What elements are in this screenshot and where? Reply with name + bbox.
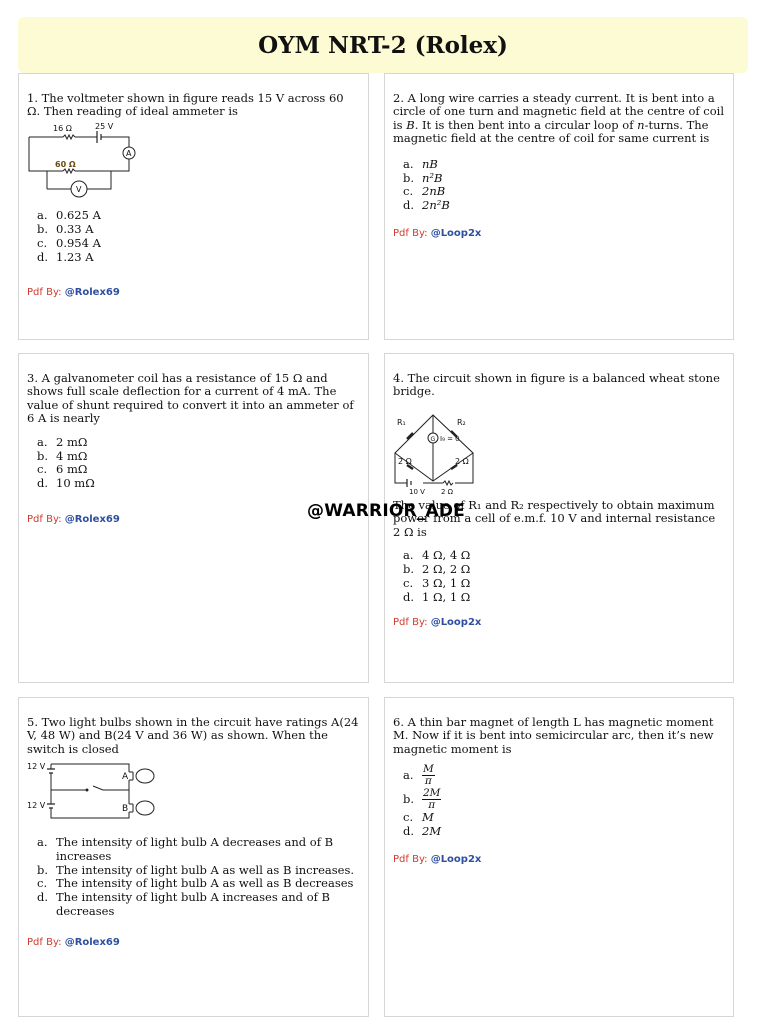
voltmeter-ammeter-circuit-figure [27,123,147,203]
option-d[interactable]: d. 1.23 A [37,249,94,264]
question-card-2 [384,73,734,340]
option-c[interactable]: c. M [403,810,434,825]
option-b[interactable]: b. The intensity of light bulb A as well as B increases. [37,862,355,877]
options-list [27,436,360,491]
fig5-bulb-b-label: B [122,804,129,815]
option-b[interactable]: b. 0.33 A [37,221,94,236]
question-card-1 [18,73,369,340]
question-3-text: 3. A galvanometer coil has a resistance of 15 Ω and shows full scale deflection for a current of 4 mA. The value of shunt required to convert it into an ammeter of 6 A is nearly [27,371,354,426]
question-4-text-2: The value of R₁ and R₂ respectively to obtain maximum power from a cell of e.m.f. 10 V and internal resistance 2 Ω is [393,497,716,539]
page-title: OYM NRT-2 (Rolex) [258,31,508,59]
fig5-v2-label: 12 V [27,801,46,811]
option-d[interactable]: d. 2n²B [403,198,450,213]
fig5-bulb-a-label: A [122,772,129,783]
question-4-text: 4. The circuit shown in figure is a balanced wheat stone bridge. [393,371,720,399]
fig4-galv-label: G [430,435,436,443]
question-card-6 [384,697,734,1017]
option-b[interactable]: b. n²B [403,170,443,185]
question-1-text: 1. The voltmeter shown in figure reads 15 V across 60 Ω. Then reading of ideal ammeter is [27,91,344,119]
fig1-emf-label: 25 V [95,122,114,131]
credit-handle-link[interactable]: @Loop2x [430,617,482,629]
option-a[interactable]: a. $\frac{M}{\pi}$ [403,763,434,788]
question-card-5 [18,697,369,1017]
fig1-voltmeter-label: V [76,184,82,194]
watermark: @WARRIOR_ADE [307,501,465,521]
option-b[interactable]: b. 2 Ω, 2 Ω [403,561,471,576]
option-c[interactable]: c. 0.954 A [37,235,101,250]
option-d[interactable]: d. The intensity of light bulb A increases and of B decreases [37,890,330,918]
credit-handle-link[interactable]: @Rolex69 [64,286,120,298]
option-a[interactable]: a. The intensity of light bulb A decreases and of B increases [37,835,334,863]
fig4-ig-label: I₉ = 0 [440,434,460,443]
option-b[interactable]: b. $\frac{2M}{\pi}$ [403,786,441,811]
fig4-right-r-label: 2 Ω [455,456,469,466]
option-b[interactable]: b. 4 mΩ [37,448,88,463]
credit: Pdf By: @Rolex69 [27,937,120,949]
question-2-text: 2. A long wire carries a steady current. It is bent into a circle of one turn and magnetic field at the centre of coil is B. It is then bent into a circular loop of n-turns. The magnetic field at the centre of coil for same current is [393,91,725,146]
fig4-internal-label: 2 Ω [441,487,454,495]
two-bulbs-circuit-figure [27,760,167,826]
option-d[interactable]: d. 10 mΩ [37,476,95,491]
options-list [393,158,725,213]
fig4-left-r-label: 2 Ω [398,456,412,466]
fig4-r2-label: R₂ [457,417,466,427]
credit: Pdf By: @Rolex69 [27,513,120,525]
credit: Pdf By: @Rolex69 [27,286,120,298]
option-c[interactable]: c. 6 mΩ [37,462,88,477]
option-d[interactable]: d. 2M [403,824,442,839]
question-5-text: 5. Two light bulbs shown in the circuit have ratings A(24 V, 48 W) and B(24 V and 36 W) as shown. When the switch is closed [27,715,359,756]
wheatstone-bridge-figure [393,403,483,495]
fig4-battery-label: 10 V [409,487,425,495]
credit-handle-link[interactable]: @Rolex69 [64,513,120,525]
credit: Pdf By: @Loop2x [393,617,482,629]
credit-handle-link[interactable]: @Loop2x [430,853,482,865]
fig1-r-mid-label: 60 Ω [55,159,76,169]
fig5-v1-label: 12 V [27,762,46,772]
option-d[interactable]: d. 1 Ω, 1 Ω [403,589,471,604]
question-6-text: 6. A thin bar magnet of length L has magnetic moment M. Now if it is bent into semicircular arc, then it’s new magnetic moment is [393,715,714,756]
credit: Pdf By: @Loop2x [393,227,482,239]
fig1-ammeter-label: A [126,148,132,158]
fig1-r-top-label: 16 Ω [53,123,72,133]
option-a[interactable]: a. 0.625 A [37,207,101,222]
option-a[interactable]: a. 2 mΩ [37,434,88,449]
options-list [27,209,360,264]
options-list [393,549,725,604]
options-list [27,836,360,918]
option-a[interactable]: a. nB [403,156,438,171]
credit-handle-link[interactable]: @Rolex69 [64,937,120,949]
credit-handle-link[interactable]: @Loop2x [430,227,482,239]
option-a[interactable]: a. 4 Ω, 4 Ω [403,548,471,563]
option-c[interactable]: c. 3 Ω, 1 Ω [403,575,471,590]
options-list [393,764,725,838]
fig4-r1-label: R₁ [397,417,406,427]
option-c[interactable]: c. 2nB [403,184,446,199]
credit: Pdf By: @Loop2x [393,853,482,865]
title-banner [18,17,748,73]
option-c[interactable]: c. The intensity of light bulb A as well as B decreases [37,876,354,891]
